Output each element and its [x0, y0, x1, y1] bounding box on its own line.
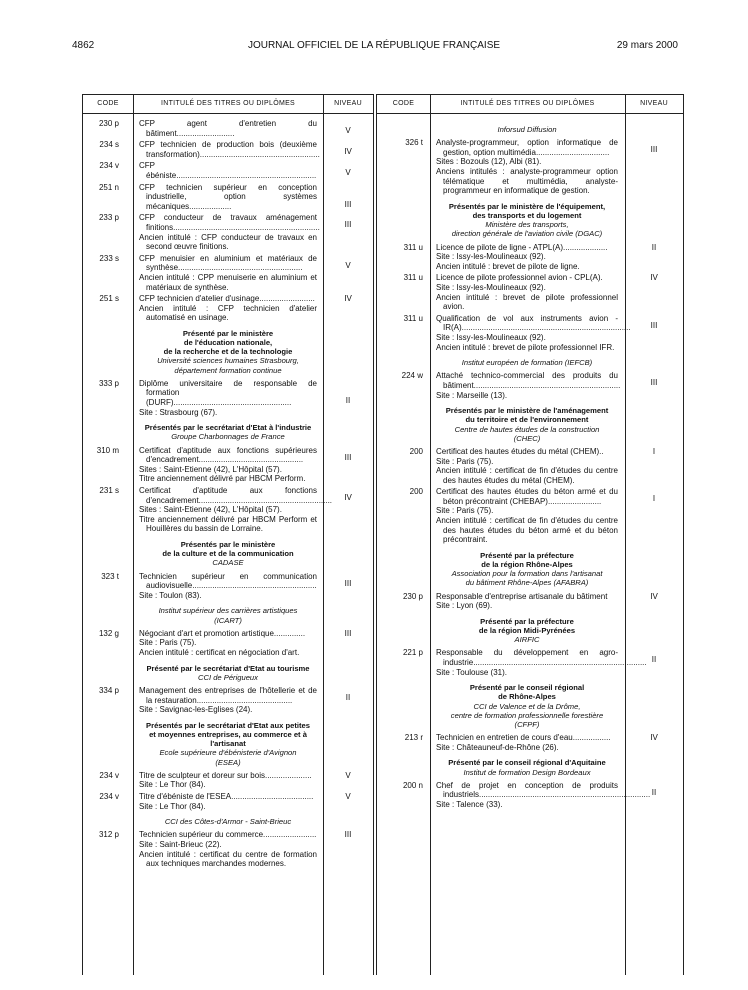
section-heading — [139, 329, 317, 375]
diploma-note: Sites : Bozouls (12), Albi (81). — [436, 157, 542, 167]
row-code: 326 t — [405, 138, 423, 148]
diploma-title: Titre d'ébéniste de l'ESEA..................................... — [139, 791, 314, 801]
organization-line: CADASE — [212, 558, 244, 568]
diploma-note: Site : Le Thor (84). — [139, 780, 206, 790]
table-row — [83, 379, 373, 417]
row-code: 311 u — [403, 242, 423, 252]
diploma-note: Site : Issy-les-Moulineaux (92). — [436, 252, 546, 262]
row-title — [436, 273, 618, 311]
diploma-note: Site : Issy-les-Moulineaux (92). — [436, 332, 546, 342]
diploma-note: Site : Paris (75). — [436, 456, 494, 466]
organization-line: (CHEC) — [513, 433, 541, 443]
diploma-title: Responsable d'entreprise artisanale du bâtiment — [436, 591, 608, 601]
row-level: III — [344, 830, 352, 840]
diploma-title: Certificat d'aptitude aux fonctions supérieures d'encadrement............................................... — [139, 445, 317, 465]
table-row — [377, 781, 683, 810]
table-row — [83, 771, 373, 790]
row-level: I — [652, 446, 656, 456]
row-level: III — [344, 220, 352, 230]
presenter-line: l'artisanat — [210, 739, 246, 749]
section-heading — [436, 125, 618, 134]
diploma-title: Licence de pilote de ligne - ATPL(A).................... — [436, 242, 608, 252]
row-level: I — [652, 494, 656, 504]
diploma-title: Licence de pilote professionnel avion - CPL(A). — [436, 273, 603, 283]
organization-line: (CFPF) — [514, 720, 540, 730]
row-level: III — [650, 378, 658, 388]
diploma-note: Ancien intitulé : CFP conducteur de travaux en second œuvre finitions. — [139, 232, 317, 252]
row-title — [139, 629, 317, 658]
row-code: 251 s — [99, 294, 119, 304]
code-column-header: CODE — [392, 100, 415, 107]
section-heading — [436, 683, 618, 729]
diploma-title: Qualification de vol aux instruments avion - IR(A)............................................................................ — [436, 313, 631, 333]
left-table — [82, 94, 374, 975]
organization-line: CCI des Côtes-d'Armor - Saint-Brieuc — [164, 817, 292, 827]
row-title — [436, 733, 618, 752]
presenter-line: Présentés par le ministère de l'aménagement — [445, 406, 609, 416]
table-row — [83, 446, 373, 484]
diploma-note: Ancien intitulé : certificat en négociation d'art. — [139, 648, 300, 657]
presenter-line: du territoire et de l'environnement — [465, 415, 589, 425]
row-code: 234 v — [99, 770, 119, 780]
diploma-note: Site : Le Thor (84). — [139, 801, 206, 811]
diploma-title: Certificat des hautes études du béton armé et du béton précontraint (CHEBAP)........................ — [436, 487, 618, 506]
table-row — [83, 486, 373, 534]
title-column-header: INTITULÉ DES TITRES OU DIPLÔMES — [460, 100, 595, 107]
issue-date: 29 mars 2000 — [616, 40, 678, 51]
diploma-note: Ancien intitulé : CFP technicien d'atelier automatisé en usinage. — [139, 303, 317, 323]
diploma-title: CFP technicien supérieur en conception industrielle, option systèmes mécaniques................... — [139, 182, 317, 211]
organization-line: Institut européen de formation (IEFCB) — [461, 358, 593, 368]
section-heading — [139, 540, 317, 568]
diploma-title: Certificat d'aptitude aux fonctions d'encadrement............................................................ — [139, 486, 333, 505]
row-title — [139, 446, 317, 484]
table-row — [377, 314, 683, 352]
row-title — [436, 648, 647, 677]
row-title — [139, 161, 317, 180]
row-code: 334 p — [98, 686, 119, 695]
organization-line: Institut supérieur des carrières artistiques — [158, 606, 298, 616]
row-code: 230 p — [98, 119, 119, 128]
row-code: 234 v — [99, 161, 119, 171]
diploma-title: Responsable du développement en agro-industrie.............................................................................. — [436, 648, 647, 668]
row-title — [139, 140, 320, 159]
row-title — [139, 294, 317, 323]
row-level: IV — [650, 591, 658, 601]
diploma-note: Ancien intitulé : CPP menuiserie en aluminium et matériaux de synthèse. — [139, 272, 317, 292]
row-title — [139, 486, 333, 534]
row-code: 230 p — [402, 591, 423, 601]
row-title — [436, 447, 618, 485]
section-heading — [436, 202, 618, 239]
organization-line: du bâtiment Rhône-Alpes (AFABRA) — [465, 578, 589, 588]
diploma-note: Site : Châteauneuf-de-Rhône (26). — [436, 742, 559, 752]
section-heading — [139, 721, 317, 767]
diploma-note: Sites : Saint-Etienne (42), L'Hôpital (57). — [139, 505, 282, 515]
diploma-note: Ancien intitulé : brevet de pilote professionnel IFR. — [436, 342, 615, 352]
presenter-line: de la culture et de la communication — [162, 549, 294, 559]
table-row — [83, 294, 373, 323]
row-code: 213 r — [404, 733, 423, 743]
diploma-title: Technicien supérieur en communication audiovisuelle........................................................ — [139, 571, 317, 591]
row-level: II — [651, 655, 657, 665]
diploma-title: CFP agent d'entretien du bâtiment.......................... — [139, 119, 317, 138]
row-level: III — [344, 199, 352, 209]
right-table-header — [377, 95, 683, 114]
row-level: III — [650, 320, 658, 330]
table-row — [377, 447, 683, 485]
row-code: 234 s — [99, 140, 119, 150]
organization-line: Ecole supérieure d'ébénisterie d'Avignon — [159, 748, 297, 758]
row-title — [436, 780, 651, 810]
diploma-note: Site : Talence (33). — [436, 800, 503, 810]
section-heading — [139, 423, 317, 441]
presenter-line: de la région Rhône-Alpes — [481, 560, 573, 570]
left-table-header — [83, 95, 373, 114]
section-heading — [436, 758, 618, 776]
diploma-title: CFP conducteur de travaux aménagement finitions.................................................................. — [139, 213, 320, 232]
row-title — [436, 371, 621, 400]
diploma-note: Site : Lyon (69). — [436, 601, 493, 611]
row-code: 231 s — [99, 486, 119, 496]
row-code: 233 p — [98, 213, 119, 223]
presenter-line: des transports et du logement — [472, 210, 582, 220]
row-code: 311 u — [403, 313, 423, 323]
row-level: V — [345, 126, 351, 135]
row-level: IV — [344, 294, 352, 304]
left-table-body — [83, 119, 373, 871]
table-row — [377, 592, 683, 611]
organization-line: département formation continue — [174, 365, 282, 375]
journal-title: JOURNAL OFFICIEL DE LA RÉPUBLIQUE FRANÇAISE — [247, 40, 501, 51]
table-row — [83, 830, 373, 868]
diploma-title: CFP menuisier en aluminium et matériaux de synthèse........................................................ — [139, 253, 317, 273]
table-row — [83, 140, 373, 159]
table-row — [83, 183, 373, 212]
row-code: 233 s — [99, 253, 119, 263]
diploma-title: Management des entreprises de l'hôtellerie et de la restauration........................................... — [139, 686, 317, 705]
page-number: 4862 — [72, 40, 95, 51]
row-title — [139, 686, 317, 715]
title-column-header: INTITULÉ DES TITRES OU DIPLÔMES — [160, 100, 296, 107]
row-code: 200 — [409, 487, 423, 497]
presenter-line: Présentés par le ministère de l'équipement, — [448, 201, 606, 211]
row-level: IV — [650, 733, 658, 743]
row-title — [139, 213, 320, 252]
row-level: IV — [344, 493, 352, 503]
organization-line: direction générale de l'aviation civile (DGAC) — [451, 229, 603, 239]
row-title — [139, 830, 317, 868]
row-title — [139, 771, 317, 790]
row-code: 312 p — [98, 830, 119, 840]
presenter-line: Présentés par le secrétariat d'Etat à l'industrie — [144, 423, 312, 433]
table-row — [377, 733, 683, 752]
diploma-title: CFP technicien de production bois (deuxième transformation)...................................................... — [139, 140, 320, 159]
row-title — [436, 487, 618, 545]
diploma-note: Site : Paris (75). — [139, 638, 197, 648]
diploma-title: CFP ébéniste............................................................... — [139, 161, 317, 180]
diploma-note: Anciens intitulés : analyste-programmeur option télématique et multimédia, analyste-programmeur en informatique de gestion. — [436, 166, 618, 196]
section-heading — [436, 551, 618, 588]
row-code: 311 u — [403, 273, 423, 283]
row-level: II — [651, 242, 657, 252]
row-code: 251 n — [98, 182, 119, 192]
diploma-note: Titre anciennement délivré par HBCM Perform. — [139, 474, 306, 484]
diploma-note: Sites : Saint-Etienne (42), L'Hôpital (57). — [139, 464, 282, 474]
table-row — [83, 213, 373, 251]
row-title — [139, 183, 317, 212]
table-row — [83, 161, 373, 180]
row-level: IV — [650, 273, 658, 283]
organization-line: Institut de formation Design Bordeaux — [463, 767, 591, 777]
diploma-title: Chef de projet en conception de produits industriels............................................................................. — [436, 780, 651, 800]
row-title — [139, 254, 317, 292]
organization-line: Université sciences humaines Strasbourg, — [157, 356, 299, 366]
presenter-line: Présenté par la préfecture — [480, 616, 574, 626]
diploma-note: Site : Saint-Brieuc (22). — [139, 839, 222, 849]
table-row — [377, 243, 683, 272]
organization-line: AIRFIC — [514, 635, 540, 645]
diploma-title: Négociant d'art et promotion artistique.............. — [139, 628, 306, 638]
row-level: III — [344, 628, 352, 638]
table-row — [83, 792, 373, 811]
section-heading — [436, 406, 618, 443]
organization-line: CCI de Périgueux — [198, 672, 258, 682]
presenter-line: Présenté par le ministère — [182, 328, 274, 338]
diploma-title: Technicien supérieur du commerce........................ — [139, 830, 317, 840]
organization-line: Association pour la formation dans l'artisanat — [451, 569, 603, 579]
table-row — [377, 487, 683, 545]
organization-line: centre de formation professionnelle forestière — [450, 710, 604, 720]
row-level: III — [344, 578, 352, 588]
row-title — [436, 243, 618, 272]
presenter-line: de la recherche et de la technologie — [163, 347, 293, 357]
diploma-note: Site : Issy-les-Moulineaux (92). — [436, 282, 546, 292]
row-code: 132 g — [98, 628, 119, 638]
diploma-note: Ancien intitulé : brevet de pilote de ligne. — [436, 261, 580, 271]
diploma-title: Diplôme universitaire de responsable de formation (DURF)..................................................... — [139, 378, 317, 408]
presenter-line: de Rhône-Alpes — [498, 692, 556, 702]
row-code: 200 n — [402, 780, 423, 790]
diploma-note: Ancien intitulé : certificat du centre de formation aux techniques marchandes modernes. — [139, 849, 317, 869]
organization-line: (ESEA) — [215, 757, 241, 767]
code-column-header: CODE — [97, 100, 119, 107]
row-code: 221 p — [402, 648, 423, 658]
presenter-line: Présentés par le ministère — [180, 540, 276, 550]
diploma-note: Site : Savignac-les-Eglises (24). — [139, 705, 253, 715]
diploma-title: Attaché technico-commercial des produits du bâtiment.................................................................. — [436, 371, 621, 390]
section-heading — [139, 606, 317, 624]
presenter-line: Présentés par le secrétariat d'Etat aux petites — [146, 720, 310, 730]
table-row — [83, 254, 373, 292]
organization-line: (ICART) — [214, 615, 242, 625]
level-column-header: NIVEAU — [640, 100, 668, 107]
row-code: 333 p — [98, 378, 119, 388]
organization-line: Centre de hautes études de la construction — [454, 424, 600, 434]
diploma-note: Site : Marseille (13). — [436, 390, 508, 400]
presenter-line: Présenté par le conseil régional d'Aquitaine — [448, 758, 606, 768]
presenter-line: Présenté par le secrétariat d'Etat au tourisme — [146, 663, 310, 673]
table-row — [377, 138, 683, 196]
section-heading — [139, 664, 317, 682]
row-code: 310 m — [96, 445, 119, 455]
row-title — [139, 572, 317, 601]
table-row — [83, 119, 373, 138]
right-table-body — [377, 119, 683, 812]
row-code: 224 w — [401, 371, 423, 381]
row-level: IV — [344, 147, 352, 157]
row-title — [436, 138, 618, 196]
diploma-note: Site : Paris (75). — [436, 506, 494, 516]
row-title — [436, 592, 618, 611]
row-level: II — [345, 395, 351, 405]
row-level: V — [345, 260, 351, 270]
presenter-line: de la région Midi-Pyrénées — [478, 626, 576, 636]
presenter-line: Présenté par la préfecture — [480, 550, 574, 560]
table-row — [377, 371, 683, 400]
right-table — [376, 94, 684, 975]
organization-line: Inforsud Diffusion — [497, 125, 557, 134]
diploma-title: Certificat des hautes études du métal (CHEM).. — [436, 446, 604, 456]
diploma-title: Analyste-programmeur, option informatique de gestion, option multimédia................................. — [436, 138, 618, 157]
section-heading — [139, 817, 317, 826]
row-title — [139, 792, 317, 811]
row-title — [139, 379, 317, 417]
diploma-note: Ancien intitulé : certificat de fin d'études du centre des hautes études du béton armé et du béton précontraint. — [436, 516, 618, 545]
diploma-note: Site : Toulouse (31). — [436, 667, 508, 677]
row-code: 323 t — [101, 571, 119, 581]
row-title — [139, 119, 317, 138]
table-row — [377, 648, 683, 677]
row-level: V — [345, 770, 351, 780]
row-level: V — [345, 168, 351, 178]
diploma-title: Technicien en entretien de cours d'eau................. — [436, 733, 611, 743]
diploma-note: Site : Toulon (83). — [139, 590, 202, 600]
section-heading — [436, 617, 618, 645]
row-level: II — [345, 693, 351, 702]
organization-line: CCI de Valence et de la Drôme, — [473, 701, 581, 711]
diploma-note: Site : Strasbourg (67). — [139, 407, 218, 417]
table-row — [83, 629, 373, 658]
row-level: III — [650, 145, 658, 155]
row-level: III — [344, 452, 352, 462]
organization-line: Groupe Charbonnages de France — [171, 432, 285, 442]
row-level: II — [651, 787, 657, 797]
presenter-line: Présenté par le conseil régional — [469, 683, 585, 693]
level-column-header: NIVEAU — [334, 100, 362, 107]
row-level: V — [345, 791, 351, 801]
diploma-title: CFP technicien d'atelier d'usinage......................... — [139, 294, 315, 304]
row-title — [436, 313, 631, 352]
diploma-note: Ancien intitulé : brevet de pilote professionnel avion. — [436, 292, 618, 312]
presenter-line: de l'éducation nationale, — [183, 338, 273, 348]
table-row — [83, 572, 373, 601]
organization-line: Ministère des transports, — [485, 220, 569, 230]
table-row — [83, 686, 373, 715]
table-row — [377, 273, 683, 311]
row-code: 200 — [409, 446, 423, 456]
section-heading — [436, 358, 618, 367]
diploma-title: Titre de sculpteur et doreur sur bois..................... — [139, 770, 312, 780]
row-code: 234 v — [99, 791, 119, 801]
diploma-note: Ancien intitulé : certificat de fin d'études du centre des hautes études du métal (CHEM). — [436, 466, 618, 485]
diploma-note: Titre anciennement délivré par HBCM Perform et Houillères du bassin de Lorraine. — [139, 514, 317, 534]
presenter-line: et moyennes entreprises, au commerce et à — [149, 729, 307, 739]
